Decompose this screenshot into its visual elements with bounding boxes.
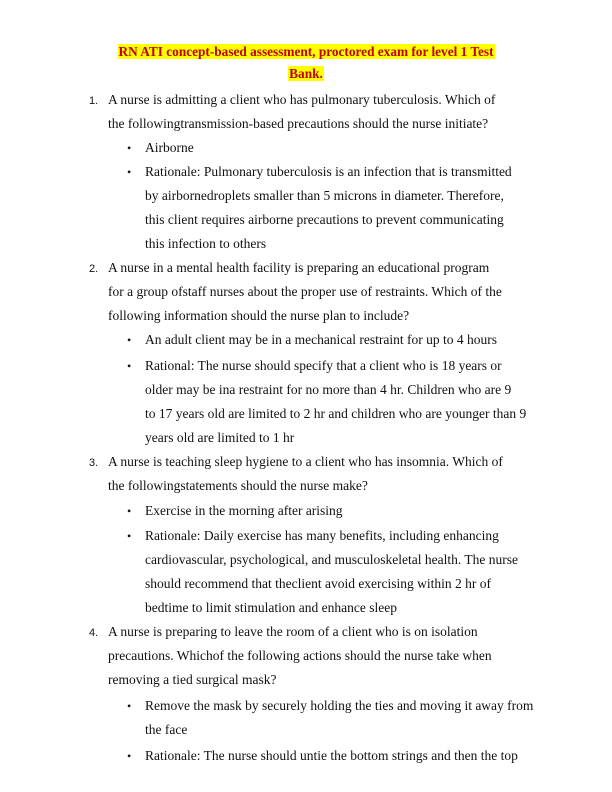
rationale-line: older may be ina restraint for no more than 4 hr. Children who are 9 xyxy=(145,382,512,397)
rationale-line: to 17 years old are limited to 2 hr and children who are younger than 9 xyxy=(145,406,527,421)
answer-line: the face xyxy=(145,722,188,737)
rationale-line: Rational: The nurse should specify that a client who is 18 years or xyxy=(145,358,502,373)
bullet-icon: • xyxy=(127,699,132,713)
document-title-line-2: Bank. xyxy=(289,66,323,81)
question-number: 3. xyxy=(89,457,99,469)
question-stem-line: A nurse in a mental health facility is preparing an educational program xyxy=(108,260,490,275)
bullet-icon: • xyxy=(127,359,132,373)
rationale-line: Rationale: Daily exercise has many benefits, including enhancing xyxy=(145,528,499,543)
rationale-line: Rationale: Pulmonary tuberculosis is an infection that is transmitted xyxy=(145,164,512,179)
question-stem-line: the followingstatements should the nurse make? xyxy=(108,478,368,493)
question-number: 1. xyxy=(89,95,99,107)
rationale-line: Rationale: The nurse should untie the bottom strings and then the top xyxy=(145,748,518,763)
bullet-icon: • xyxy=(127,333,132,347)
answer-line: An adult client may be in a mechanical restraint for up to 4 hours xyxy=(145,332,498,347)
bullet-icon: • xyxy=(127,141,132,155)
rationale-line: by airbornedroplets smaller than 5 microns in diameter. Therefore, xyxy=(145,188,504,203)
bullet-icon: • xyxy=(127,165,132,179)
rationale-line: this client requires airborne precautions to prevent communicating xyxy=(145,212,504,227)
bullet-icon: • xyxy=(127,504,132,518)
question-stem-line: removing a tied surgical mask? xyxy=(108,672,277,687)
answer-line: Airborne xyxy=(145,140,194,155)
bullet-icon: • xyxy=(127,749,132,763)
question-number: 2. xyxy=(89,263,99,275)
question-stem-line: for a group ofstaff nurses about the proper use of restraints. Which of the xyxy=(108,284,502,299)
question-stem-line: A nurse is admitting a client who has pulmonary tuberculosis. Which of xyxy=(108,92,496,107)
rationale-line: this infection to others xyxy=(145,236,267,251)
rationale-line: should recommend that theclient avoid exercising within 2 hr of xyxy=(145,576,492,591)
rationale-line: cardiovascular, psychological, and musculoskeletal health. The nurse xyxy=(145,552,518,567)
rationale-line: bedtime to limit stimulation and enhance sleep xyxy=(145,600,397,615)
question-stem-line: precautions. Whichof the following actions should the nurse take when xyxy=(108,648,492,663)
document-title-line-1: RN ATI concept-based assessment, proctored exam for level 1 Test xyxy=(118,44,494,59)
bullet-icon: • xyxy=(127,529,132,543)
rationale-line: years old are limited to 1 hr xyxy=(145,430,295,445)
question-stem-line: following information should the nurse plan to include? xyxy=(108,308,410,323)
answer-line: Remove the mask by securely holding the ties and moving it away from xyxy=(145,698,534,713)
question-number: 4. xyxy=(89,627,99,639)
answer-line: Exercise in the morning after arising xyxy=(145,503,343,518)
question-stem-line: A nurse is preparing to leave the room of a client who is on isolation xyxy=(108,624,478,639)
question-stem-line: A nurse is teaching sleep hygiene to a client who has insomnia. Which of xyxy=(108,454,503,469)
question-stem-line: the followingtransmission-based precautions should the nurse initiate? xyxy=(108,116,489,131)
